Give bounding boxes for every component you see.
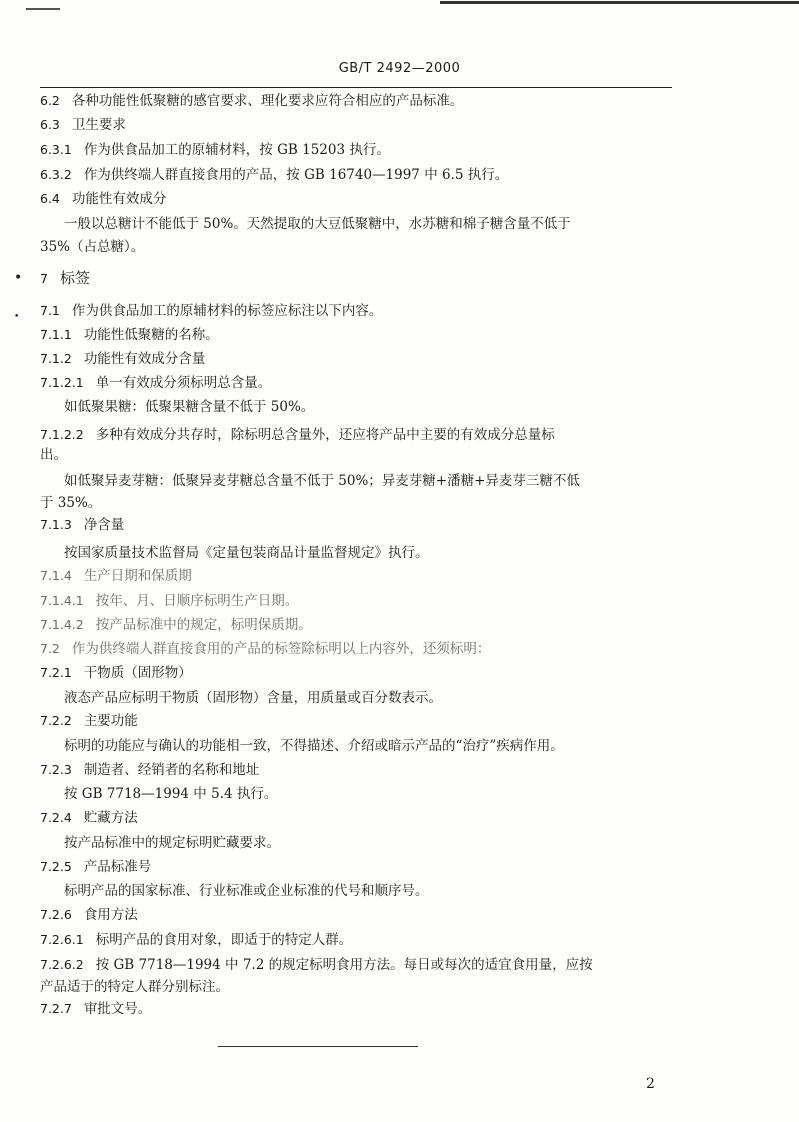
body-line: 于 35%。 [40, 495, 102, 511]
clause-line: 7.1.4.1 按年、月、日顺序标明生产日期。 [40, 593, 299, 609]
scan-mark: • [14, 312, 20, 322]
clause-line: 7.2.6.2 按 GB 7718—1994 中 7.2 的规定标明食用方法。每日或每次的适宜食用量，应按 [40, 957, 593, 973]
clause-line: 7.1.1 功能性低聚糖的名称。 [40, 327, 219, 343]
body-line: 标明产品的国家标准、行业标准或企业标准的代号和顺序号。 [64, 883, 429, 899]
body-line: 按国家质量技术监督局《定量包装商品计量监督规定》执行。 [64, 545, 429, 561]
page-header: GB/T 2492—2000 [338, 61, 461, 76]
body-line: 35%（占总糖）。 [40, 239, 145, 255]
body-line: 如低聚果糖：低聚果糖含量不低于 50%。 [64, 399, 315, 415]
clause-line: 6.3.2 作为供终端人群直接食用的产品，按 GB 16740—1997 中 6.5 执行。 [40, 167, 509, 183]
clause-line: 7.1.2.2 多种有效成分共存时，除标明总含量外，还应将产品中主要的有效成分总量标 [40, 427, 555, 443]
body-line: 出。 [40, 447, 67, 463]
clause-line: 7.2.1 干物质（固形物） [40, 665, 192, 681]
clause-line: 7.2.2 主要功能 [40, 713, 138, 729]
clause-line: 7.1.2 功能性有效成分含量 [40, 351, 206, 367]
body-line: 按 GB 7718—1994 中 5.4 执行。 [64, 786, 278, 802]
body-line: 一般以总糖计不能低于 50%。天然提取的大豆低聚糖中，水苏糖和棉子糖含量不低于 [64, 216, 571, 232]
clause-line: 7.2.6.1 标明产品的食用对象，即适于的特定人群。 [40, 932, 353, 948]
clause-line: 7.1.3 净含量 [40, 517, 125, 533]
clause-line: 7.1.4.2 按产品标准中的规定，标明保质期。 [40, 617, 312, 633]
page-number: 2 [646, 1076, 655, 1092]
body-line: 标明的功能应与确认的功能相一致，不得描述、介绍或暗示产品的“治疗”疾病作用。 [64, 738, 564, 754]
end-rule [218, 1046, 418, 1047]
header-rule [40, 87, 672, 88]
body-line: 液态产品应标明干物质（固形物）含量，用质量或百分数表示。 [64, 690, 442, 706]
top-rule-right [440, 1, 799, 4]
top-rule-left [26, 8, 60, 10]
body-line: 如低聚异麦芽糖：低聚异麦芽糖总含量不低于 50%；异麦芽糖+潘糖+异麦芽三糖不低 [64, 473, 580, 489]
clause-line: 7.1 作为供食品加工的原辅材料的标签应标注以下内容。 [40, 303, 383, 319]
clause-line: 6.3 卫生要求 [40, 117, 126, 133]
scan-mark: • [14, 270, 23, 286]
body-line: 按产品标准中的规定标明贮藏要求。 [64, 835, 280, 851]
clause-line: 7.2 作为供终端人群直接食用的产品的标签除标明以上内容外，还须标明： [40, 641, 491, 657]
clause-line: 6.4 功能性有效成分 [40, 191, 167, 207]
clause-line: 6.3.1 作为供食品加工的原辅材料，按 GB 15203 执行。 [40, 142, 390, 158]
clause-line: 7.2.6 食用方法 [40, 907, 138, 923]
clause-line: 7.1.2.1 单一有效成分须标明总含量。 [40, 375, 272, 391]
body-line: 产品适于的特定人群分别标注。 [40, 979, 229, 995]
clause-line: 7.1.4 生产日期和保质期 [40, 568, 192, 584]
clause-line: 7.2.7 审批文号。 [40, 1001, 152, 1017]
clause-line: 7.2.3 制造者、经销者的名称和地址 [40, 762, 260, 778]
clause-line: 7.2.4 贮藏方法 [40, 810, 138, 826]
section-heading: 7 标签 [40, 269, 90, 287]
clause-line: 7.2.5 产品标准号 [40, 859, 152, 875]
clause-line: 6.2 各种功能性低聚糖的感官要求、理化要求应符合相应的产品标准。 [40, 93, 464, 109]
